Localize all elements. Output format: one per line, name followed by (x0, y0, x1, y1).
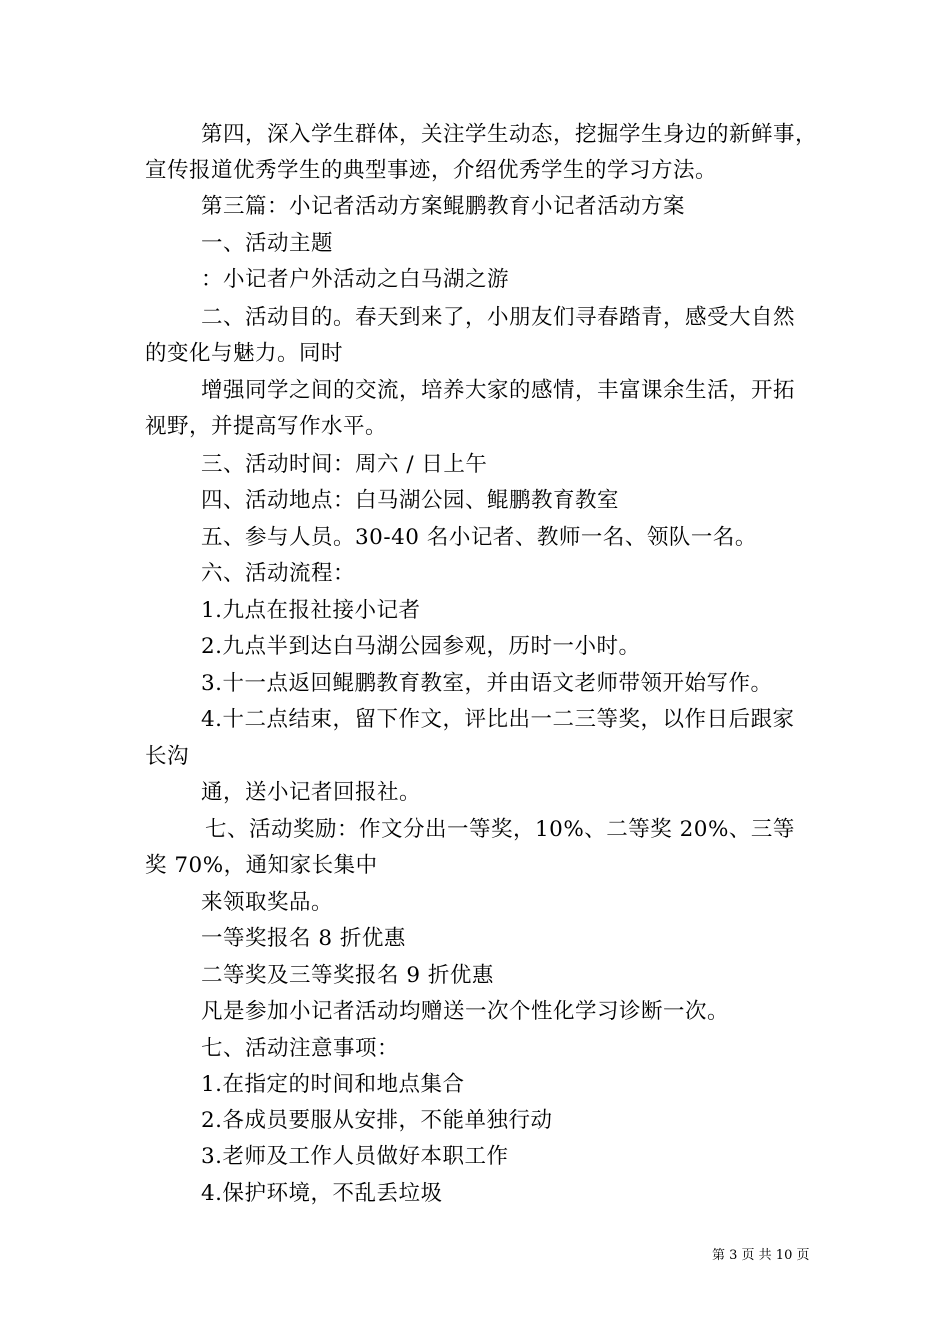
paragraph-line: 4.十二点结束，留下作文，评比出一二三等奖，以作日后跟家 (201, 707, 795, 732)
paragraph-line: 二、活动目的。春天到来了，小朋友们寻春踏青，感受大自然 (201, 305, 796, 330)
paragraph-line: 三、活动时间：周六 / 日上午 (201, 452, 488, 477)
paragraph-line: 4.保护环境，不乱丢垃圾 (201, 1181, 443, 1206)
paragraph-line: 二等奖及三等奖报名 9 折优惠 (201, 963, 494, 988)
paragraph-line: 通，送小记者回报社。 (201, 780, 422, 805)
paragraph-line: 视野，并提高写作水平。 (145, 414, 388, 439)
paragraph-line: 奖 70%，通知家长集中 (145, 853, 378, 878)
paragraph-line: 增强同学之间的交流，培养大家的感情，丰富课余生活，开拓 (201, 378, 796, 403)
paragraph-line: 2.各成员要服从安排，不能单独行动 (201, 1108, 553, 1133)
page-number-footer: 第 3 页 共 10 页 (712, 1248, 810, 1263)
paragraph-line: 宣传报道优秀学生的典型事迹，介绍优秀学生的学习方法。 (145, 158, 718, 183)
paragraph-line: 四、活动地点：白马湖公园、鲲鹏教育教室 (201, 488, 620, 513)
paragraph-line: 1.九点在报社接小记者 (201, 598, 421, 623)
paragraph-line: 3.老师及工作人员做好本职工作 (201, 1144, 509, 1169)
paragraph-line: 的变化与魅力。同时 (145, 341, 344, 366)
section-heading: 第三篇：小记者活动方案鲲鹏教育小记者活动方案 (201, 194, 686, 219)
paragraph-line: 2.九点半到达白马湖公园参观，历时一小时。 (201, 634, 641, 659)
paragraph-line: 一、活动主题 (201, 231, 334, 256)
paragraph-line: 来领取奖品。 (201, 890, 334, 915)
paragraph-line: 一等奖报名 8 折优惠 (201, 926, 406, 951)
paragraph-line: 1.在指定的时间和地点集合 (201, 1072, 465, 1097)
paragraph-line: 六、活动流程： (201, 561, 356, 586)
paragraph-line: 五、参与人员。30-40 名小记者、教师一名、领队一名。 (201, 525, 757, 550)
paragraph-line: 凡是参加小记者活动均赠送一次个性化学习诊断一次。 (201, 999, 730, 1024)
paragraph-line: ：小记者户外活动之白马湖之游 (201, 267, 510, 292)
paragraph-line: 第四，深入学生群体，关注学生动态，挖掘学生身边的新鲜事， (201, 122, 818, 147)
paragraph-line: 七、活动注意事项： (201, 1036, 400, 1061)
paragraph-line: 七、活动奖励：作文分出一等奖，10%、二等奖 20%、三等 (205, 817, 795, 842)
paragraph-line: 长沟 (145, 744, 190, 769)
paragraph-line: 3.十一点返回鲲鹏教育教室，并由语文老师带领开始写作。 (201, 671, 773, 696)
